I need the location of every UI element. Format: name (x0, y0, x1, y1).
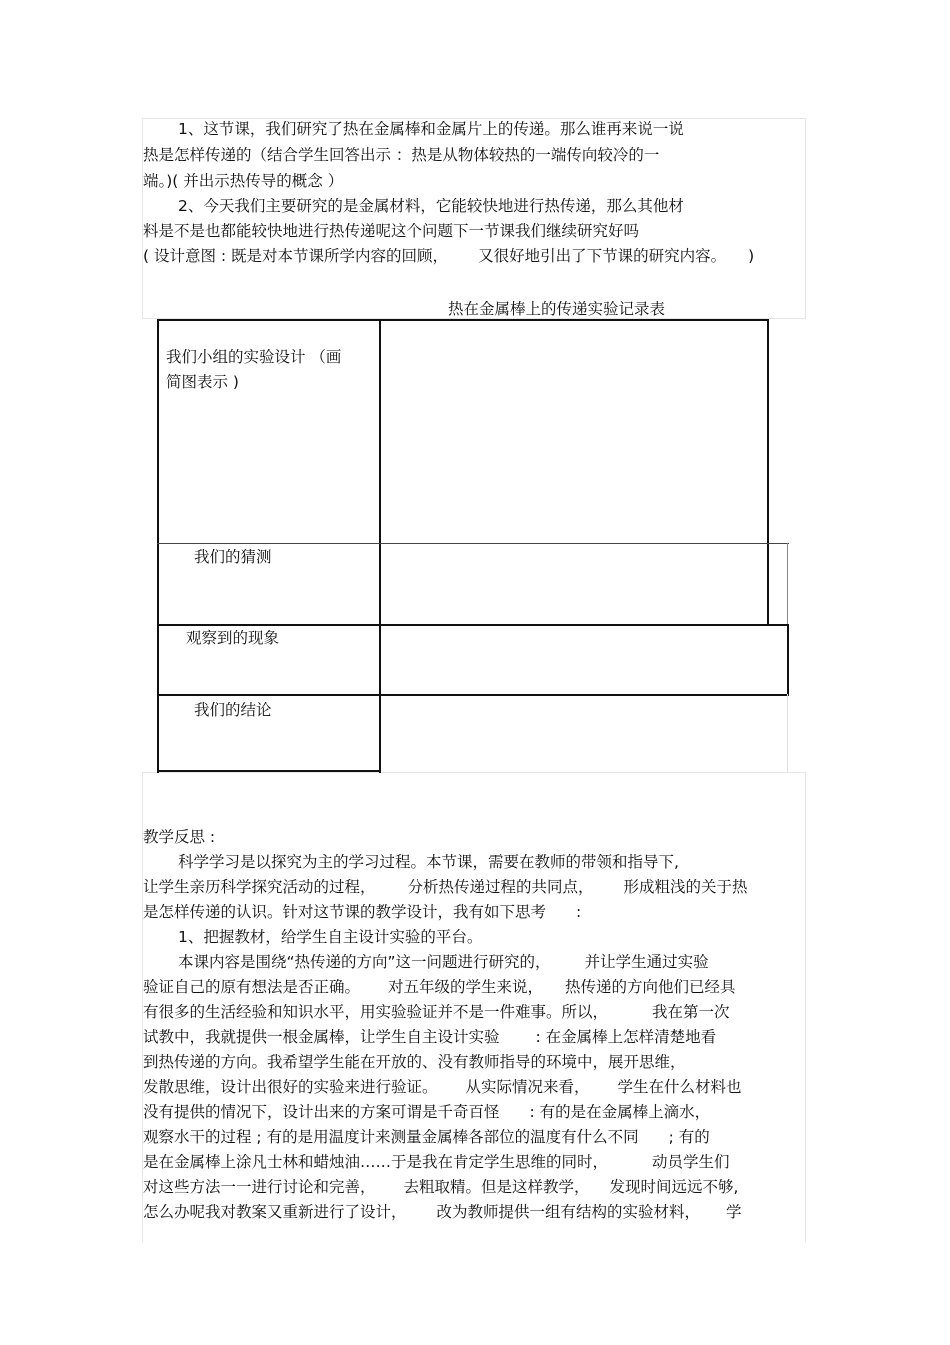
reflection-line-1: 科学学习是以探究为主的学习过程。本节课，需要在教师的带领和指导下, (178, 853, 679, 871)
text-segment: ; 有的 (668, 1128, 710, 1146)
intro-line-3: 端。)( 并出示热传导的概念 ） (143, 172, 344, 190)
text-segment: 从实际情况来看， (465, 1078, 590, 1096)
intro-line-6 (143, 246, 754, 266)
table-line (157, 319, 769, 321)
text-segment: 动员学生们 (652, 1153, 730, 1171)
text-segment: 我在第一次 (652, 1003, 730, 1021)
reflection-line-9: 到热传递的方向。我希望学生能在开放的、没有教师指导的环境中，展开思维， (143, 1053, 686, 1071)
text-segment: 是在金属棒上涂凡士林和蜡烛油……于是我在肯定学生思维的同时， (143, 1153, 609, 1171)
text-segment: 对这些方法一一进行讨论和完善， (143, 1178, 376, 1196)
row-design-label-1: 我们小组的实验设计 （画 (166, 348, 342, 366)
design-intent-b: 又很好地引出了下节课的研究内容。 (478, 247, 727, 265)
table-line (379, 319, 381, 773)
text-segment: : (576, 903, 582, 921)
reflection-line-11 (143, 1102, 710, 1122)
reflection-line-4: 1、把握教材，给学生自主设计实验的平台。 (178, 928, 483, 946)
text-segment: 本课内容是围绕“热传递的方向”这一问题进行研究的， (178, 953, 551, 971)
design-intent-c: ) (748, 247, 755, 265)
table-line (157, 770, 381, 772)
text-segment: 有很多的生活经验和知识水平，用实验验证并不是一件难事。所以， (143, 1003, 609, 1021)
reflection-line-7 (143, 1002, 730, 1022)
text-segment: 怎么办呢我对教案又重新进行了设计， (143, 1203, 407, 1221)
table-title: 热在金属棒上的传递实验记录表 (448, 300, 666, 318)
intro-line-5: 料是不是也都能较快地进行热传递呢这个问题下一节课我们继续研究好吗 (143, 222, 640, 240)
reflection-line-5 (178, 952, 709, 972)
text-segment: 形成粗浅的关于热 (623, 878, 748, 896)
text-segment: 分析热传递过程的共同点， (407, 878, 594, 896)
reflection-line-10 (143, 1077, 742, 1097)
text-segment: : 有的是在金属棒上滴水， (529, 1103, 711, 1121)
text-segment: : 在金属棒上怎样清楚地看 (535, 1028, 717, 1046)
row-design-label-2: 简图表示 ) (166, 373, 239, 391)
text-segment: 试教中，我就提供一根金属棒，让学生自主设计实验 (143, 1028, 500, 1046)
text-segment: 对五年级的学生来说， (388, 978, 544, 996)
table-line (787, 543, 788, 625)
reflection-line-14 (143, 1177, 738, 1197)
text-segment: 热传递的方向他们已经具 (565, 978, 736, 996)
text-segment: 发现时间远远不够, (609, 1178, 739, 1196)
design-intent-a: ( 设计意图 : 既是对本节课所学内容的回顾， (143, 247, 449, 265)
reflection-line-3 (143, 902, 581, 922)
reflection-line-12 (143, 1127, 710, 1147)
intro-line-2: 热是怎样传递的（结合学生回答出示 ：热是从物体较热的一端传向较冷的一 (143, 146, 660, 164)
table-line (157, 319, 159, 773)
text-segment: 去粗取精。但是这样教学， (403, 1178, 590, 1196)
reflection-line-15 (143, 1202, 742, 1222)
intro-line-4: 2、今天我们主要研究的是金属材料，它能较快地进行热传递，那么其他材 (178, 197, 684, 215)
text-segment: 发散思维，设计出很好的实验来进行验证。 (143, 1078, 438, 1096)
text-segment: 让学生亲历科学探究活动的过程， (143, 878, 376, 896)
reflection-line-13 (143, 1152, 730, 1172)
row-conclusion-label: 我们的结论 (194, 701, 272, 719)
text-segment: 没有提供的情况下，设计出来的方案可谓是千奇百怪 (143, 1103, 500, 1121)
text-segment: 并让学生通过实验 (584, 953, 709, 971)
table-line (157, 694, 789, 696)
text-segment: 学 (726, 1203, 742, 1221)
table-line (787, 624, 789, 696)
reflection-heading: 教学反思 : (143, 828, 216, 846)
row-guess-label: 我们的猜测 (194, 548, 272, 566)
reflection-line-6 (143, 977, 736, 997)
intro-line-1: 1、这节课，我们研究了热在金属棒和金属片上的传递。那么谁再来说一说 (178, 120, 684, 138)
table-line (787, 694, 788, 772)
reflection-line-8 (143, 1027, 716, 1047)
table-line (767, 319, 769, 625)
reflection-line-2 (143, 877, 748, 897)
row-observation-label: 观察到的现象 (186, 629, 280, 647)
text-segment: 学生在什么材料也 (617, 1078, 742, 1096)
text-segment: 是怎样传递的认识。针对这节课的教学设计，我有如下思考 (143, 903, 547, 921)
text-segment: 观察水干的过程 ; 有的是用温度计来测量金属棒各部位的温度有什么不同 (143, 1128, 639, 1146)
text-segment: 改为教师提供一组有结构的实验材料， (436, 1203, 701, 1221)
text-segment: 验证自己的原有想法是否正确。 (143, 978, 361, 996)
